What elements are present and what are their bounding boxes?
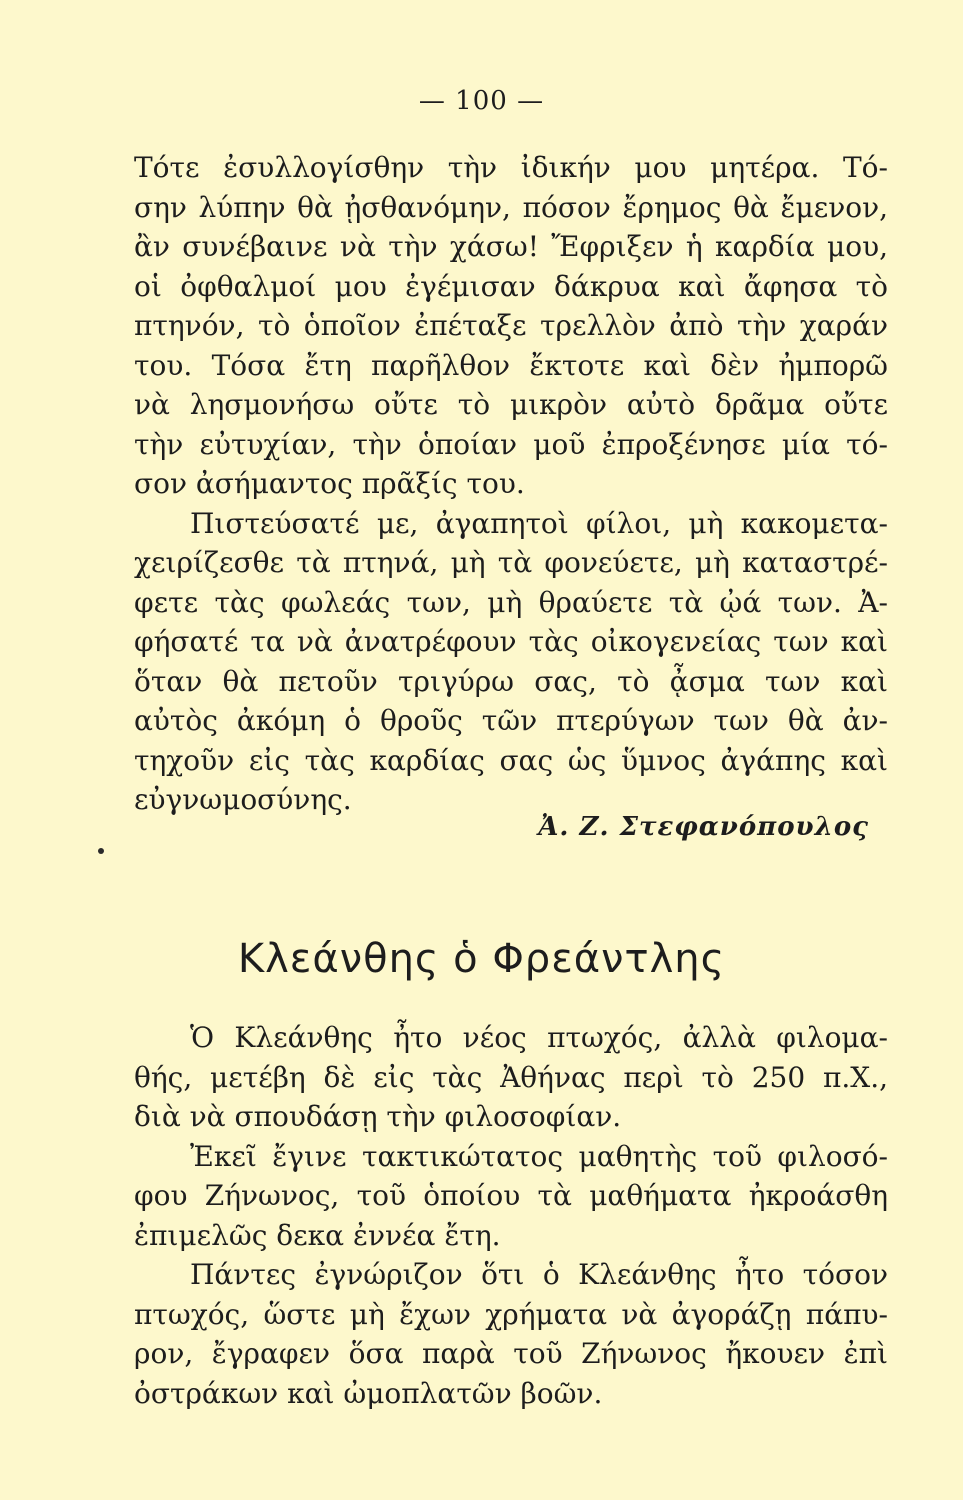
text-line: διὰ νὰ σπουδάσῃ τὴν φιλοσοφίαν. [134, 1100, 622, 1133]
chapter-text [134, 1018, 888, 1413]
text-line: φετε τὰς φωλεάς των, μὴ θραύετε τὰ ᾠά των. Ἀ- [134, 585, 888, 619]
author-signature: Ἀ. Ζ. Στεφανόπουλος [538, 812, 869, 842]
text-line: σην λύπην θὰ ᾐσθανόμην, πόσον ἔρημος θὰ ἔμενον, [134, 190, 888, 224]
text-line: Πάντες ἐγνώριζον ὅτι ὁ Κλεάνθης ἦτο τόσον [190, 1258, 888, 1291]
text-line: πτωχός, ὥστε μὴ ἔχων χρήματα νὰ ἀγοράζῃ πάπυ- [134, 1297, 888, 1331]
text-line: ὀστράκων καὶ ὠμοπλατῶν βοῶν. [134, 1376, 603, 1410]
text-line: χειρίζεσθε τὰ πτηνά, μὴ τὰ φονεύετε, μὴ καταστρέ- [134, 546, 888, 579]
text-line: οἱ ὀφθαλμοί μου ἐγέμισαν δάκρυα καὶ ἄφησα τὸ [134, 269, 888, 303]
text-line: φου Ζήνωνος, τοῦ ὁποίου τὰ μαθήματα ἠκροάσθη [134, 1179, 888, 1212]
text-line: Τότε ἐσυλλογίσθην τὴν ἰδικήν μου μητέρα. Τό- [134, 151, 888, 184]
text-line: Ὁ Κλεάνθης ἦτο νέος πτωχός, ἀλλὰ φιλομα- [190, 1021, 888, 1054]
text-line: θής, μετέβη δὲ εἰς τὰς Ἀθήνας περὶ τὸ 250 π.Χ., [134, 1060, 888, 1094]
text-line: Ἐκεῖ ἔγινε τακτικώτατος μαθητὴς τοῦ φιλοσό- [190, 1139, 888, 1173]
text-line: Πιστεύσατέ με, ἀγαπητοὶ φίλοι, μὴ κακομετα- [190, 506, 888, 540]
text-line: νὰ λησμονήσω οὔτε τὸ μικρὸν αὐτὸ δρᾶμα οὔτε [134, 388, 888, 421]
text-line: σον ἀσήμαντος πρᾶξίς του. [134, 467, 525, 500]
ink-dot [98, 848, 104, 854]
text-line: ρον, ἔγραφεν ὅσα παρὰ τοῦ Ζήνωνος ἤκουεν ἐπὶ [134, 1337, 888, 1370]
text-line: πτηνόν, τὸ ὁποῖον ἐπέταξε τρελλὸν ἀπὸ τὴν χαράν [134, 309, 888, 342]
chapter-title: Κλεάνθης ὁ Φρεάντλης [237, 936, 726, 982]
text-line: ἂν συνέβαινε νὰ τὴν χάσω! Ἔφριξεν ἡ καρδία μου, [134, 230, 888, 263]
text-line: τηχοῦν εἰς τὰς καρδίας σας ὡς ὕμνος ἀγάπης καὶ [134, 743, 888, 777]
page-number: — 100 — [418, 86, 545, 116]
text-line: τὴν εὐτυχίαν, τὴν ὁποίαν μοῦ ἐπροξένησε μία τό- [134, 427, 888, 461]
text-line: φήσατέ τα νὰ ἀνατρέφουν τὰς οἰκογενείας των καὶ [134, 625, 888, 658]
text-line: του. Τόσα ἔτη παρῆλθον ἔκτοτε καὶ δὲν ἠμπορῶ [134, 348, 888, 382]
text-line: ὅταν θὰ πετοῦν τριγύρω σας, τὸ ᾆσμα των καὶ [134, 664, 888, 698]
text-line: ἐπιμελῶς δεκα ἐννέα ἔτη. [134, 1218, 501, 1252]
text-line: εὐγνωμοσύνης. [134, 783, 352, 816]
story-text [134, 148, 888, 820]
text-line: αὐτὸς ἀκόμη ὁ θροῦς τῶν πτερύγων των θὰ ἀν- [134, 704, 888, 737]
